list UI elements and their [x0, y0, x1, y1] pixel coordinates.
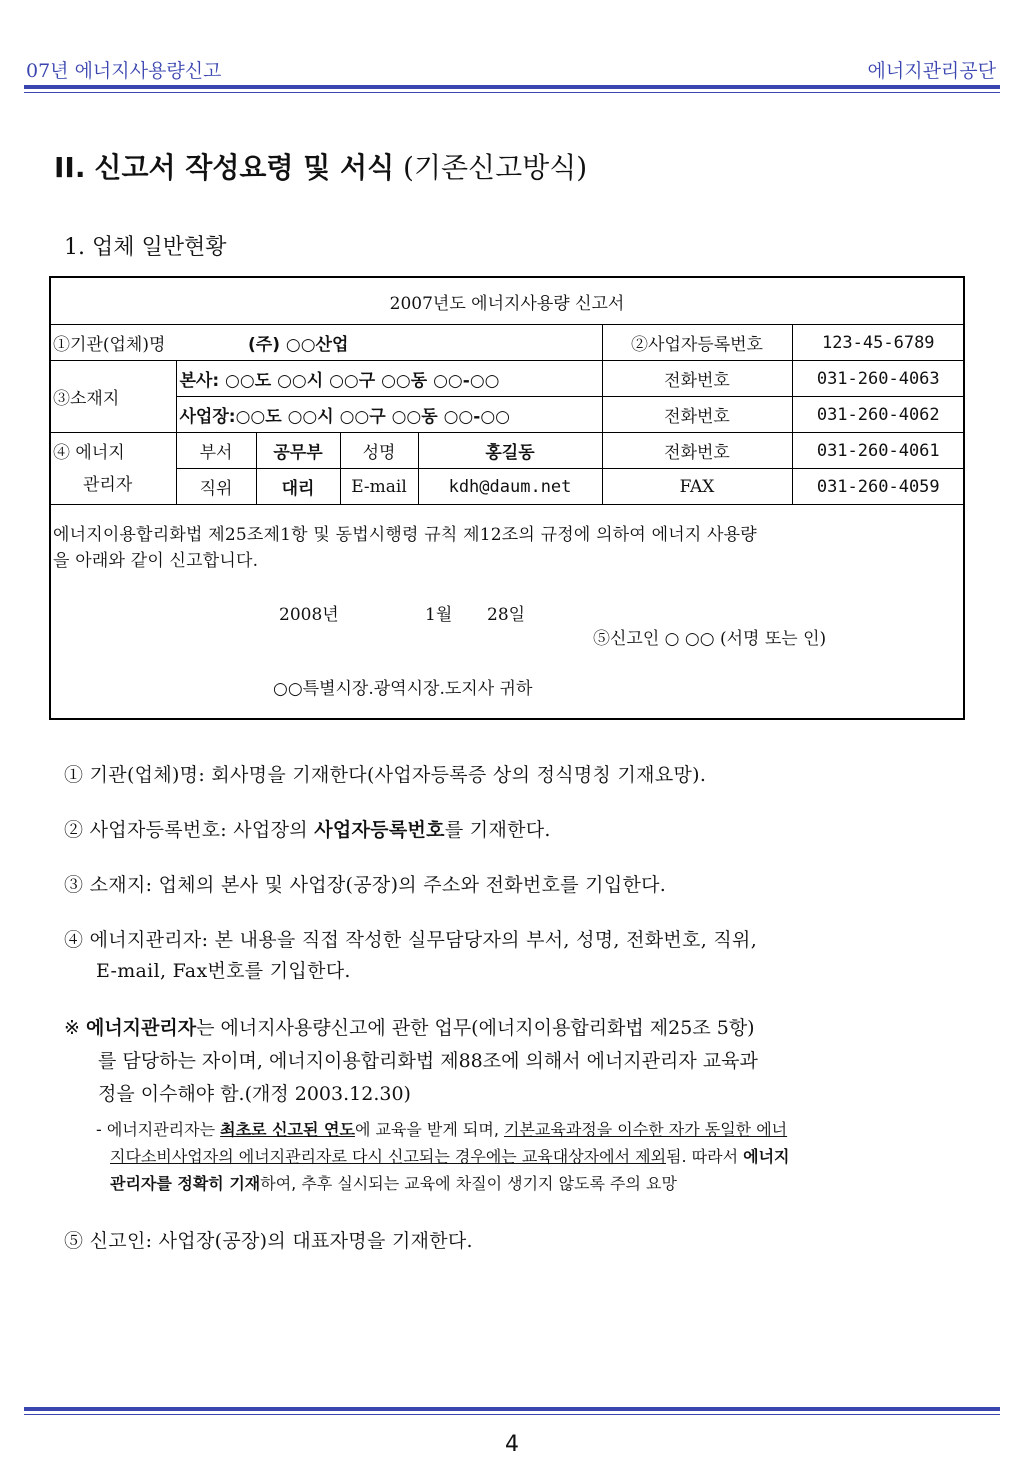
note-detail-line2	[96, 1143, 956, 1170]
declaration-line2: 을 아래와 같이 신고합니다.	[53, 551, 259, 571]
hq-phone: 031-260-4063	[792, 361, 964, 397]
instruction-3: ③ 소재지: 업체의 본사 및 사업장(공장)의 주소와 전화번호를 기입한다.	[64, 874, 667, 896]
footer-rule	[24, 1407, 1000, 1411]
report-form	[49, 276, 965, 720]
note-detail	[96, 1116, 956, 1197]
dept-label: 부서	[176, 433, 256, 469]
note-detail-line1	[96, 1116, 956, 1143]
note-detail-e: 지다소비사업자의 에너지관리자로 다시 신고되는 경우에는 교육대상자에서 제외	[110, 1147, 667, 1166]
email-label: E-mail	[340, 469, 418, 505]
note-line3: 정을 이수해야 함.(개정 2003.12.30)	[98, 1083, 411, 1105]
header-org-name: 에너지관리공단	[867, 60, 996, 82]
hq-phone-label: 전화번호	[602, 361, 792, 397]
dept-value: 공무부	[256, 433, 340, 469]
instruction-2	[64, 815, 551, 842]
date-year: 2008년	[279, 605, 339, 625]
manager-note	[64, 1012, 964, 1111]
note-line1-text: 는 에너지사용량신고에 관한 업무(에너지이용합리화법 제25조 5항)	[196, 1017, 755, 1039]
note-detail-b: 최초로 신고된 연도	[220, 1120, 355, 1139]
mgr-phone: 031-260-4061	[792, 433, 964, 469]
note-detail-f: 됨. 따라서	[666, 1147, 744, 1166]
declaration-line1: 에너지이용합리화법 제25조제1항 및 동법시행령 규칙 제12조의 규정에 의하여 에너지 사용량	[53, 525, 757, 545]
instruction-4-line1: ④ 에너지관리자: 본 내용을 직접 작성한 실무담당자의 부서, 성명, 전화번호, 직위,	[64, 929, 758, 951]
instruction-2-pre: ② 사업자등록번호: 사업장의	[64, 819, 315, 841]
note-detail-a: - 에너지관리자는	[96, 1120, 221, 1139]
form-table	[50, 278, 964, 505]
footer-rule-thin	[24, 1414, 1000, 1415]
fax-label: FAX	[602, 469, 792, 505]
signer-line: ⑤신고인 ○ ○○ (서명 또는 인)	[593, 629, 827, 649]
header-rule	[24, 85, 1000, 89]
note-mark: ※	[64, 1017, 86, 1039]
bizno-value: 123-45-6789	[792, 325, 964, 361]
subsection-title: 1. 업체 일반현황	[64, 235, 227, 260]
location-label: ③소재지	[50, 361, 176, 433]
declaration	[53, 522, 963, 574]
name-label: 성명	[340, 433, 418, 469]
mgr-phone-label: 전화번호	[602, 433, 792, 469]
date-day: 28일	[487, 605, 526, 625]
instruction-4-line2: E-mail, Fax번호를 기입한다.	[96, 960, 351, 982]
instruction-2-post: 를 기재한다.	[444, 819, 551, 841]
note-detail-i: 하여, 추후 실시되는 교육에 차질이 생기지 않도록 주의 요망	[260, 1174, 677, 1193]
note-detail-c: 에 교육을 받게 되며,	[354, 1120, 505, 1139]
section-number: II.	[54, 151, 86, 184]
site-phone: 031-260-4062	[792, 397, 964, 433]
note-detail-d: 기본교육과정을 이수한 자가 동일한 에너	[504, 1120, 788, 1139]
manager-label-line1: ④ 에너지	[53, 442, 125, 463]
note-detail-line3	[96, 1170, 956, 1197]
instruction-5: ⑤ 신고인: 사업장(공장)의 대표자명을 기재한다.	[64, 1230, 473, 1252]
org-value: (주) ○○산업	[176, 325, 602, 361]
date-month: 1월	[425, 605, 453, 625]
position-label: 직위	[176, 469, 256, 505]
fax-value: 031-260-4059	[792, 469, 964, 505]
site-phone-label: 전화번호	[602, 397, 792, 433]
section-heading: 신고서 작성요령 및 서식	[94, 151, 395, 184]
page-number: 4	[505, 1432, 519, 1457]
instruction-4	[64, 925, 757, 987]
note-bold: 에너지관리자	[85, 1017, 197, 1039]
bizno-label: ②사업자등록번호	[602, 325, 792, 361]
addressee-line: ○○특별시장.광역시장.도지사 귀하	[273, 679, 533, 699]
site-address: 사업장:○○도 ○○시 ○○구 ○○동 ○○-○○	[176, 397, 602, 433]
note-detail-g: 에너지	[743, 1147, 790, 1166]
hq-address: 본사: ○○도 ○○시 ○○구 ○○동 ○○-○○	[176, 361, 602, 397]
form-title: 2007년도 에너지사용량 신고서	[50, 278, 964, 325]
org-label: ①기관(업체)명	[50, 325, 176, 361]
note-line2: 를 담당하는 자이며, 에너지이용합리화법 제88조에 의해서 에너지관리자 교육과	[98, 1050, 758, 1072]
manager-label-line2: 관리자	[83, 474, 133, 495]
note-line1	[64, 1012, 964, 1045]
email-value: kdh@daum.net	[418, 469, 602, 505]
manager-label	[50, 433, 176, 505]
name-value: 홍길동	[418, 433, 602, 469]
position-value: 대리	[256, 469, 340, 505]
header-rule-thin	[24, 92, 1000, 93]
note-detail-h: 관리자를 정확히 기재	[110, 1174, 261, 1193]
instruction-2-bold: 사업자등록번호	[314, 819, 445, 841]
section-title	[54, 146, 587, 186]
section-subtitle: (기존신고방식)	[403, 151, 588, 184]
header-doc-title: 07년 에너지사용량신고	[26, 60, 222, 82]
instruction-1: ① 기관(업체)명: 회사명을 기재한다(사업자등록증 상의 정식명칭 기재요망).	[64, 764, 707, 786]
